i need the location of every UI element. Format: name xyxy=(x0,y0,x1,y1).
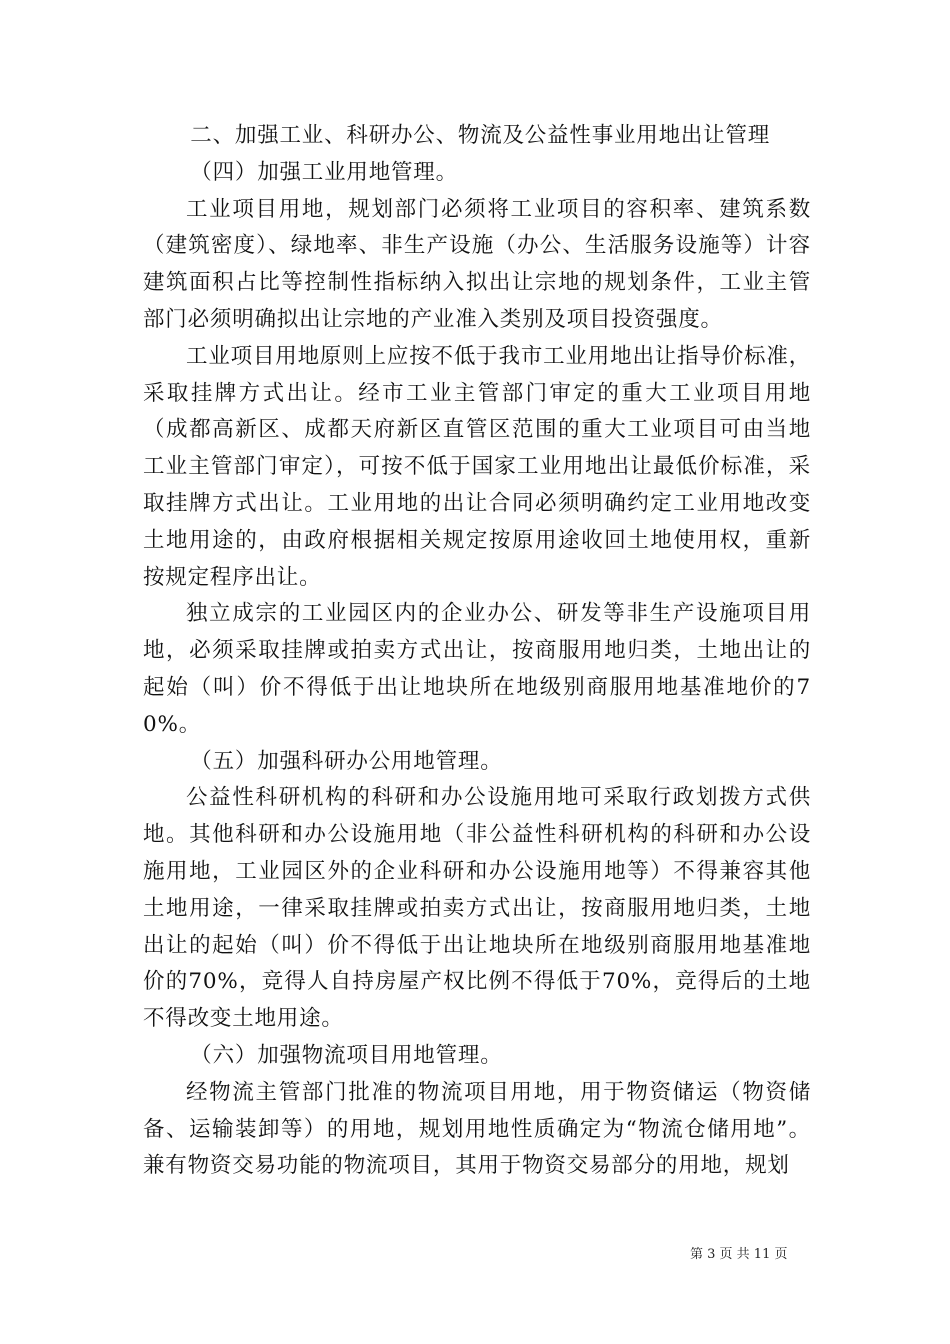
page-number-footer: 第 3 页 共 11 页 xyxy=(690,1247,788,1262)
body-paragraph: 工业项目用地，规划部门必须将工业项目的容积率、建筑系数（建筑密度）、绿地率、非生产设施（办公、生活服务设施等）计容建筑面积占比等控制性指标纳入拟出让宗地的规划条件，工业主管部门必须明确拟出让宗地的产业准入类别及项目投资强度。 xyxy=(143,196,811,332)
subsection-heading-4: （四）加强工业用地管理。 xyxy=(190,159,458,185)
subsection-heading-6: （六）加强物流项目用地管理。 xyxy=(190,1042,503,1068)
body-paragraph: 经物流主管部门批准的物流项目用地，用于物资储运（物资储备、运输装卸等）的用地，规划用地性质确定为“物流仓储用地”。兼有物资交易功能的物流项目，其用于物资交易部分的用地，规划 xyxy=(143,1079,811,1179)
body-paragraph: 工业项目用地原则上应按不低于我市工业用地出让指导价标准，采取挂牌方式出让。经市工业主管部门审定的重大工业项目用地（成都高新区、成都天府新区直管区范围的重大工业项目可由当地工业主管部门审定），可按不低于国家工业用地出让最低价标准，采取挂牌方式出让。工业用地的出让合同必须明确约定工业用地改变土地用途的，由政府根据相关规定按原用途收回土地使用权，重新按规定程序出让。 xyxy=(143,343,811,590)
subsection-heading-5: （五）加强科研办公用地管理。 xyxy=(190,748,503,774)
body-paragraph: 公益性科研机构的科研和办公设施用地可采取行政划拨方式供地。其他科研和办公设施用地（非公益性科研机构的科研和办公设施用地，工业园区外的企业科研和办公设施用地等）不得兼容其他土地用途，一律采取挂牌或拍卖方式出让，按商服用地归类，土地出让的起始（叫）价不得低于出让地块所在地级别商服用地基准地价的70%，竞得人自持房屋产权比例不得低于70%，竞得后的土地不得改变土地用途。 xyxy=(143,785,811,1032)
body-paragraph: 独立成宗的工业园区内的企业办公、研发等非生产设施项目用地，必须采取挂牌或拍卖方式出让，按商服用地归类，土地出让的起始（叫）价不得低于出让地块所在地级别商服用地基准地价的70%。 xyxy=(143,601,811,737)
document-body xyxy=(143,118,811,1185)
section-heading: 二、加强工业、科研办公、物流及公益性事业用地出让管理 xyxy=(190,123,771,148)
